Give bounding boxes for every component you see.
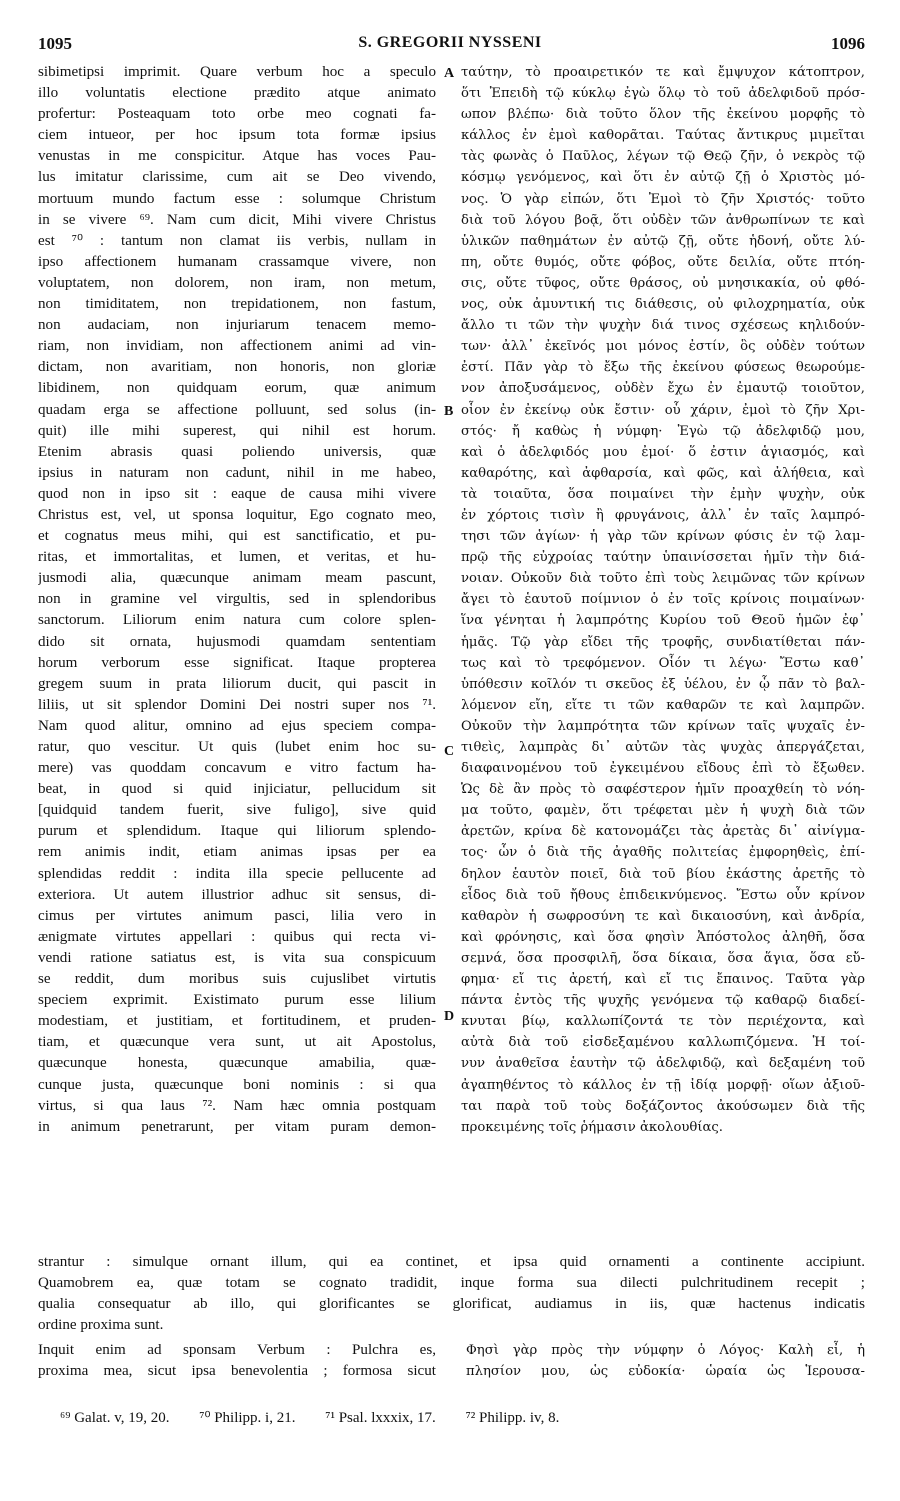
text-line: τὰς φωνὰς ὁ Παῦλος, λέγων τῷ Θεῷ ζῆν, ὁ νεκρὸς τῷ (461, 149, 865, 165)
text-line: tiam, et quæcunque vera sunt, ut ait Apostolus, (38, 1034, 436, 1051)
text-line: πρῷ τῆς εὐχροίας ταύτην ὑπαινίσσεται ἡμῖν τὴν διά- (461, 550, 865, 566)
text-line: liliis, ut sit splendor Domini Dei nostri super nos ⁷¹. (38, 696, 436, 713)
text-line: sibimetipsi imprimit. Quare verbum hoc a speculo (38, 64, 436, 80)
text-line: est ⁷⁰ : tantum non clamat iis verbis, nullam in (38, 232, 436, 249)
footnotes (60, 1408, 585, 1427)
text-line: πη, οὔτε θυμός, οὔτε φόβος, οὔτε δειλία, οὔτε πτόη- (461, 254, 865, 270)
text-line: ωπον βλέπω· διὰ τοῦτο ὅλον τῆς ἐκείνου μορφῆς τὸ (461, 107, 865, 123)
text-line: ἐστί. Πᾶν γὰρ τὸ ἔξω τῆς ἐκείνου φύσεως θεωρούμε- (461, 360, 865, 376)
text-line: νος, οὐκ ἀμυντική τις διάθεσις, οὐ φιλοχρηματία, οὐκ (461, 297, 865, 313)
text-line: [quidquid tandem fuerit, sive fuligo], sive quid (38, 802, 436, 819)
text-line: προκειμένης τοῖς ῥήμασιν ἀκολουθίας. (461, 1119, 723, 1135)
page-number-right: 1096 (831, 34, 865, 53)
text-line: ipsius in naturam non cadunt, nihil in me habeo, (38, 464, 436, 481)
text-line: πλησίον μου, ὡς εὐδοκία· ὡραία ὡς Ἱερουσα- (466, 1364, 865, 1380)
text-line: modestiam, et justitiam, et fortitudinem, et pruden- (38, 1013, 436, 1030)
text-line: illo voluntatis electione prædito atque animato (38, 85, 436, 102)
text-line: τως καὶ τὸ τρεφόμενον. Οἷόν τι λέγω· Ἔστω καθ᾽ (461, 655, 865, 671)
text-line: proxima mea, sicut ipsa benevolentia ; formosa sicut (38, 1363, 436, 1380)
text-line: cunque justa, quæcunque boni nominis : si qua (38, 1076, 436, 1093)
text-line: non in gramine vel virgultis, sed in splendoribus (38, 591, 436, 608)
text-line: non timiditatem, non trepidationem, non fastum, (38, 296, 436, 313)
text-line: ὑλικῶν παθημάτων ἐν αὐτῷ ζῇ, οὔτε ἡδονή, οὔτε λύ- (461, 233, 865, 249)
text-line: mere) vas quoddam concavum e vitro factum ha- (38, 760, 436, 777)
text-line: ritas, et immortalitas, et lumen, et veritas, et hu- (38, 549, 436, 566)
text-line: beat, in quod si quid injiciatur, pellucidum sit (38, 781, 436, 798)
text-line: σις, οὔτε τῦφος, οὔτε θράσος, οὐ μνησικακία, οὐ φθό- (461, 275, 865, 291)
text-line: νον ἀποξυσάμενος, οὐδὲν ἔχω ἐν ἐμαυτῷ τοιοῦτον, (461, 381, 865, 397)
text-line: ratur, quo vescitur. Ut quis (lubet enim hoc su- (38, 739, 436, 755)
text-line: ἵνα γένηται ἡ λαμπρότης Κυρίου τοῦ Θεοῦ ἡμῶν ἐφ᾽ (461, 613, 865, 629)
text-line: μα τοῦτο, φαμὲν, ὅτι τρέφεται μὲν ἡ ψυχὴ διὰ τῶν (461, 803, 865, 819)
text-line: horum verborum esse significat. Itaque propterea (38, 654, 436, 671)
text-line: δηλον ἑαυτὸν ποιεῖ, διὰ τοῦ βίου ἑκάστης ἀρετῆς τὸ (461, 866, 865, 882)
text-line: ordine proxima sunt. (38, 1317, 164, 1334)
text-line: voluptatem, non dolorem, non iram, non metum, (38, 274, 436, 291)
text-line: Christus est, vel, ut sponsa loquitur, Ego cognato meo, (38, 506, 436, 523)
text-line: vendi ratione satiatus est, is vita sua conspicuum (38, 949, 436, 966)
text-line: rem animis indit, etiam animas ipsas per ea (38, 844, 436, 861)
text-line: dido sit ornata, hujusmodi quamdam sententiam (38, 633, 436, 650)
text-line: κνυται βίῳ, καλλωπίζοντά τε τὸν περιέχοντα, καὶ (461, 1014, 865, 1030)
text-line: ciem intueor, per hoc ipsum tota formæ ipsius (38, 127, 436, 144)
text-line: τὰ τοιαῦτα, ὅσα ποιμαίνει τὴν ἐμὴν ψυχὴν, οὐκ (461, 486, 865, 502)
text-line: ἄγει τὸ ἑαυτοῦ ποίμνιον ὁ ἐν τοῖς κρίνοις ποιμαίνων· (461, 592, 865, 608)
text-line: ἐν χόρτοις τισὶν ἢ φρυγάνοις, ἀλλ᾽ ἐν ταῖς λαμπρό- (461, 507, 865, 523)
text-line: strantur : simulque ornant illum, qui ea continet, et ipsa quid ornamenti a continente accipiunt. (38, 1254, 865, 1270)
text-line: τιθεὶς, λαμπρὰς δι᾽ αὐτῶν τὰς ψυχὰς ἀπεργάζεται, (461, 740, 865, 755)
text-line: quæcunque honesta, quæcunque amabilia, quæ- (38, 1055, 436, 1072)
text-line: καὶ ὁ ἀδελφιδός μου ἐμοί· ὅ ἐστιν ἁγιασμός, καὶ (461, 444, 865, 460)
text-line: cimus per virtutes animum pasci, lilia vero in (38, 907, 436, 924)
text-line: et cognatus meus mihi, qui est sanctificatio, et pu- (38, 528, 436, 545)
text-line: σεμνά, ὅσα προσφιλῆ, ὅσα δίκαια, ὅσα ἅγια, ὅσα εὔ- (461, 950, 865, 966)
text-line: quadam erga se affectione polluunt, sed solus (in- (38, 401, 436, 418)
text-line: κάλλος ἐν ἐμοὶ καθορᾶται. Ταύτας ἄντικρυς μιμεῖται (461, 128, 865, 144)
text-line: qualia consequatur ab illo, qui glorificantes se glorificat, audiamus in iis, quæ hactenus indicatis (38, 1296, 865, 1313)
text-line: νος. Ὁ γὰρ εἰπών, ὅτι Ἐμοὶ τὸ ζῆν Χριστός· τοῦτο (461, 191, 865, 207)
text-line: riam, non invidiam, non affectionem animi ad vin- (38, 338, 436, 355)
text-line: διὰ τοῦ λόγου βοᾷ, ὅτι οὐδὲν τῶν ἀνθρωπίνων τε καὶ (461, 212, 865, 228)
text-line: πάντα ἐντὸς τῆς ψυχῆς γενόμενα τῷ καθαρῷ διαδεί- (461, 993, 865, 1009)
text-line: ται παρὰ τοῦ τοὺς δοξάζοντος ἀκούσωμεν διὰ τῆς (461, 1098, 865, 1114)
text-line: splendidas reddit : indita illa specie pellucente ad (38, 865, 436, 882)
text-line: Inquit enim ad sponsam Verbum : Pulchra es, (38, 1342, 436, 1358)
text-line: φημα· εἴ τις ἀρετή, καὶ εἴ τις ἔπαινος. Ταῦτα γὰρ (461, 972, 865, 988)
footnote-70: ⁷⁰ Philipp. i, 21. (199, 1410, 296, 1426)
text-line: ænigmate virtutes appellari : quibus qui recta vi- (38, 928, 436, 945)
footnote-71: ⁷¹ Psal. lxxxix, 17. (325, 1410, 436, 1426)
text-line: διαφαινομένου τοῦ ἐγκειμένου εἴδους ἐπὶ τὸ ἔξωθεν. (461, 761, 865, 777)
text-line: Nam quod alitur, omnino ad ejus speciem compa- (38, 717, 436, 734)
text-line: purum et splendidum. Itaque qui liliorum splendo- (38, 823, 436, 840)
text-line: στός· ἤ καθὼς ἡ νύμφη· Ἐγὼ τῷ ἀδελφιδῷ μου, (461, 423, 865, 439)
text-line: ὅτι Ἐπειδὴ τῷ κύκλῳ ἐγὼ ὅλῳ τὸ τοῦ ἀδελφιδοῦ πρόσ- (461, 86, 865, 102)
text-line: ταύτην, τὸ προαιρετικόν τε καὶ ἔμψυχον κάτοπτρον, (461, 65, 865, 80)
text-line: exteriora. Ut autem illustrior adhuc sit sensus, di- (38, 886, 436, 903)
text-line: virtus, si qua laus ⁷². Nam hæc omnia postquam (38, 1097, 436, 1114)
margin-marker-b: B (444, 404, 454, 419)
text-line: ἡμᾶς. Τῷ γὰρ εἴδει τῆς τροφῆς, συνδιατίθεται πάν- (461, 634, 865, 650)
text-line: se reddit, dum moribus suis cujuslibet virtutis (38, 971, 436, 988)
text-line: ἄλλο τι τῶν τὴν ψυχὴν διά τινος σχέσεως κηλιδούν- (461, 318, 865, 334)
text-line: speciem exprimit. Existimato purum esse lilium (38, 992, 436, 1009)
text-line: venustas in me conspicitur. Atque has voces Pau- (38, 148, 436, 165)
text-line: in animum penetrarunt, per vitam puram demon- (38, 1118, 436, 1135)
text-line: dictam, non avaritiam, non honoris, non gloriæ (38, 359, 436, 376)
text-line: καθαρὸν ἡ σωφροσύνη τε καὶ δικαιοσύνη, καὶ ἀνδρία, (461, 908, 865, 924)
running-title: S. GREGORII NYSSENI (358, 34, 542, 51)
text-line: ipso affectionem humanam crassamque vivere, non (38, 253, 436, 270)
full-width-paragraph (38, 1252, 865, 1336)
margin-marker-d: D (444, 1009, 455, 1024)
text-line: ὑπόθεσιν κοῖλόν τι σκεῦος ἐξ ὑέλου, ἐν ᾧ πᾶν τὸ βαλ- (461, 676, 865, 692)
text-line: εἶδος διὰ τοῦ ἤθους ἐπιδεικνύμενος. Ἔστω οὖν κρίνον (461, 887, 865, 903)
text-line: non audaciam, non injuriarum tenacem memo- (38, 317, 436, 334)
text-line: κόσμῳ γενόμενος, καὶ ὅτι ἐν αὐτῷ ζῇ ὁ Χριστὸς μό- (461, 170, 865, 186)
text-line: Ὡς δὲ ἂν πρὸς τὸ σαφέστερον ἡμῖν προαχθείη τὸ νόη- (461, 782, 865, 798)
text-line: Quamobrem ea, quæ totam se cognato tradidit, inque forma sua dilecti pulchritudinem recepit ; (38, 1275, 865, 1292)
text-line: ἀρετῶν, κρίνα δὲ κατονομάζει τὰς ἀρετὰς δι᾽ αἰνίγμα- (461, 824, 865, 840)
text-line: ἀγαπηθέντος τὸ κάλλος ἐν τῇ ἰδίᾳ μορφῇ· οἵων ἀξιοῦ- (461, 1077, 865, 1093)
text-line: αὐτὰ διὰ τοῦ εἰσδεξαμένου καλλωπιζόμενα. Ἡ τοί- (461, 1035, 865, 1051)
text-line: νυν ἀναθεῖσα ἑαυτὴν τῷ ἀδελφιδῷ, καὶ δεξαμένη τοῦ (461, 1056, 865, 1072)
text-line: sanctorum. Liliorum enim natura cum colore splen- (38, 612, 436, 629)
text-line: νοιαν. Οὐκοῦν διὰ τοῦτο ἐπὶ τοὺς λειμῶνας τῶν κρίνων (461, 571, 865, 587)
greek-next-paragraph (466, 1340, 865, 1382)
text-line: quod non in ipso sit : eaque de causa mihi vivere (38, 485, 436, 502)
text-line: quit) ille mihi superest, qui nihil est horum. (38, 422, 436, 439)
text-line: λόμενον εἴη, εἴτε τι τῶν καθαρῶν τε καὶ λαμπρῶν. (461, 697, 865, 713)
footnote-69: ⁶⁹ Galat. v, 19, 20. (60, 1410, 170, 1426)
greek-column (461, 62, 865, 1138)
text-line: οἷον ἐν ἐκείνῳ οὐκ ἔστιν· οὗ χάριν, ἐμοὶ τὸ ζῆν Χρι- (461, 402, 865, 418)
margin-marker-a: A (444, 66, 455, 81)
text-line: in se vivere ⁶⁹. Nam cum dicit, Mihi vivere Christus (38, 211, 436, 228)
text-line: των· ἀλλ᾽ ἐκεῖνός μοι μόνος ἐστίν, ὃς οὐδὲν τούτων (461, 339, 865, 355)
text-line: mortuum mundo factum esse : solumque Christum (38, 190, 436, 207)
text-line: gregem suum in prata liliorum ducit, qui pascit in (38, 675, 436, 692)
text-line: Οὐκοῦν τὴν λαμπρότητα τῶν κρίνων ταῖς ψυχαῖς ἐν- (461, 718, 865, 734)
text-line: Φησὶ γὰρ πρὸς τὴν νύμφην ὁ Λόγος· Καλὴ εἶ, ἡ (466, 1343, 865, 1358)
text-line: Etenim abrasis quasi poliendo universis, quæ (38, 443, 436, 460)
page-number-left: 1095 (38, 34, 72, 53)
text-line: τος· ὧν ὁ διὰ τῆς ἀγαθῆς πολιτείας ἐμφορηθεὶς, ἐπί- (461, 845, 865, 861)
latin-column (38, 62, 436, 1138)
text-line: τησι τῶν ἁγίων· ἡ γὰρ τῶν κρίνων φύσις ἐν τῷ λαμ- (461, 529, 865, 545)
text-line: καθαρότης, καὶ ἀφθαρσία, καὶ φῶς, καὶ ἀλήθεια, καὶ (461, 465, 865, 481)
latin-next-paragraph (38, 1340, 436, 1382)
margin-marker-c: C (444, 744, 455, 759)
text-line: lus imitatur clarissime, cum ait se Deo vivendo, (38, 169, 436, 186)
text-line: libidinem, non quidquam eorum, quæ animum (38, 380, 436, 397)
text-line: profertur: Posteaquam toto orbe meo cognati fa- (38, 106, 436, 123)
text-line: καὶ φρόνησις, καὶ ὅσα φησὶν Ἀπόστολος ἀληθῆ, ὅσα (461, 929, 865, 945)
footnote-72: ⁷² Philipp. iv, 8. (465, 1410, 560, 1426)
text-line: jusmodi alia, quæcunque animam meam pascunt, (38, 570, 436, 587)
